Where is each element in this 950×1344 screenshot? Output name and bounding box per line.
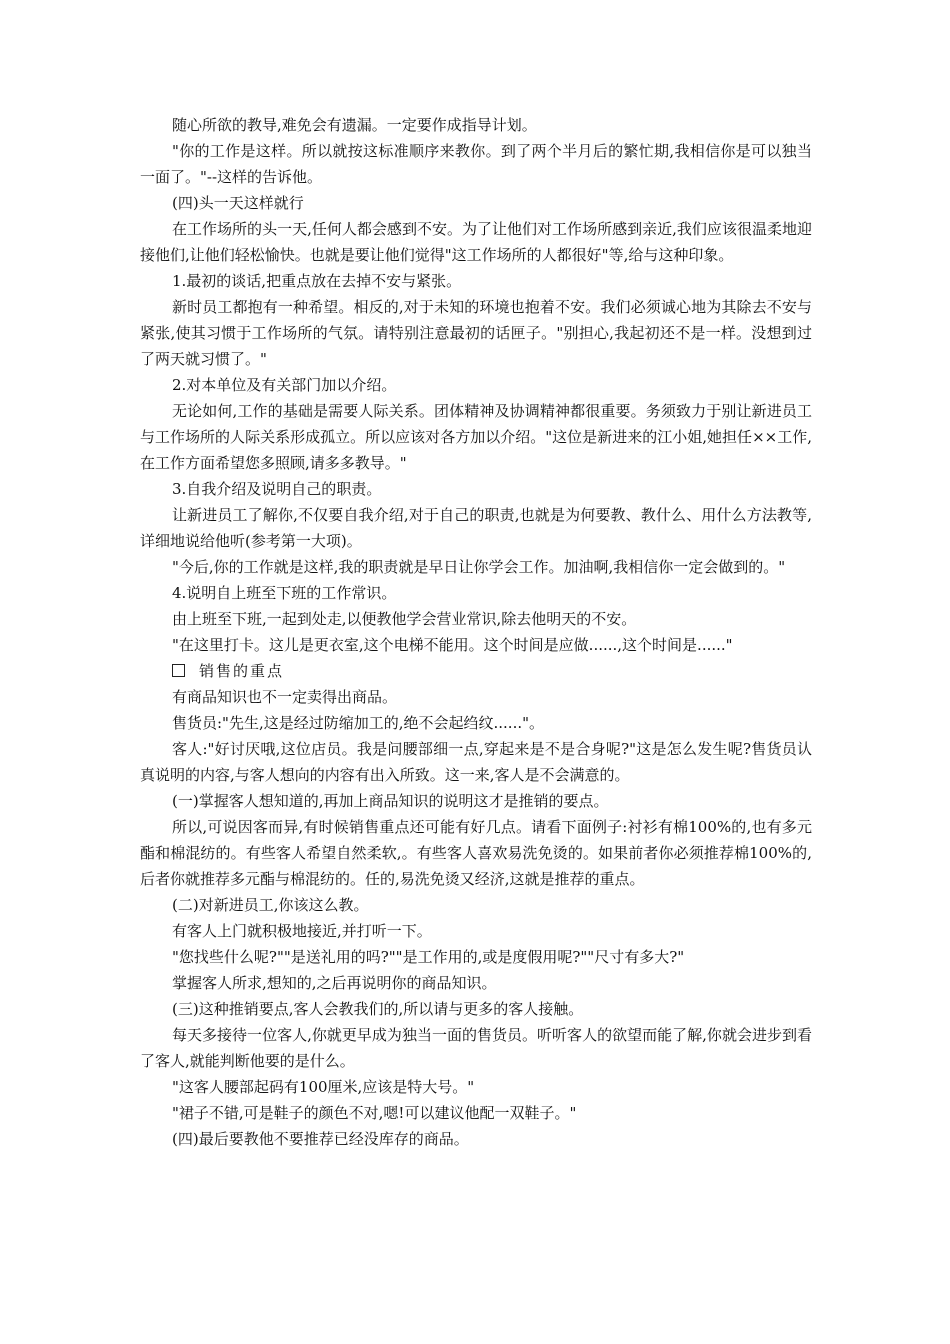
paragraph: "你的工作是这样。所以就按这标准顺序来教你。到了两个半月后的繁忙期,我相信你是可以独当一面了。"--这样的告诉他。 <box>140 142 812 186</box>
checkbox-square-icon <box>172 664 185 677</box>
paragraph: 无论如何,工作的基础是需要人际关系。团体精神及协调精神都很重要。务须致力于别让新进员工与工作场所的人际关系形成孤立。所以应该对各方加以介绍。"这位是新进来的江小姐,她担任××工作,在工作方面希望您多照顾,请多多教导。" <box>140 402 812 472</box>
paragraph: "在这里打卡。这儿是更衣室,这个电梯不能用。这个时间是应做......,这个时间是......" <box>172 636 733 654</box>
paragraph: 让新进员工了解你,不仅要自我介绍,对于自己的职责,也就是为何要教、教什么、用什么方法教等,详细地说给他听(参考第一大项)。 <box>140 506 812 550</box>
section-heading-text: 销售的重点 <box>199 662 285 680</box>
paragraph: "今后,你的工作就是这样,我的职责就是早日让你学会工作。加油啊,我相信你一定会做到的。" <box>172 558 786 576</box>
paragraph: 每天多接待一位客人,你就更早成为独当一面的售货员。听听客人的欲望而能了解,你就会进步到看了客人,就能判断他要的是什么。 <box>140 1026 812 1070</box>
paragraph: 新时员工都抱有一种希望。相反的,对于未知的环境也抱着不安。我们必须诚心地为其除去不安与紧张,使其习惯于工作场所的气氛。请特别注意最初的话匣子。"别担心,我起初还不是一样。没想到过了两天就习惯了。" <box>140 298 812 368</box>
paragraph: "裙子不错,可是鞋子的颜色不对,嗯!可以建议他配一双鞋子。" <box>172 1104 577 1122</box>
subheading: (四)头一天这样就行 <box>172 194 304 212</box>
subheading: (一)掌握客人想知道的,再加上商品知识的说明这才是推销的要点。 <box>172 792 609 810</box>
paragraph: 随心所欲的教导,难免会有遗漏。一定要作成指导计划。 <box>172 116 537 134</box>
section-heading <box>140 658 812 684</box>
subheading: (三)这种推销要点,客人会教我们的,所以请与更多的客人接触。 <box>172 1000 584 1018</box>
list-item: 2.对本单位及有关部门加以介绍。 <box>172 376 397 394</box>
paragraph: 掌握客人所求,想知的,之后再说明你的商品知识。 <box>172 974 497 992</box>
paragraph: 有客人上门就积极地接近,并打听一下。 <box>172 922 432 940</box>
document-page <box>140 112 812 1152</box>
paragraph: 在工作场所的头一天,任何人都会感到不安。为了让他们对工作场所感到亲近,我们应该很温柔地迎接他们,让他们轻松愉快。也就是要让他们觉得"这工作场所的人都很好"等,给与这种印象。 <box>140 220 812 264</box>
list-item: 3.自我介绍及说明自己的职责。 <box>172 480 382 498</box>
paragraph: 售货员:"先生,这是经过防缩加工的,绝不会起绉纹......"。 <box>172 714 544 732</box>
paragraph: 所以,可说因客而异,有时候销售重点还可能有好几点。请看下面例子:衬衫有棉100%的,也有多元酯和棉混纺的。有些客人希望自然柔软,。有些客人喜欢易洗免烫的。如果前者你必须推荐棉100%的,后者你就推荐多元酯与棉混纺的。任的,易洗免烫又经济,这就是推荐的重点。 <box>140 818 812 888</box>
subheading: (二)对新进员工,你该这么教。 <box>172 896 369 914</box>
list-item: 1.最初的谈话,把重点放在去掉不安与紧张。 <box>172 272 462 290</box>
paragraph: 由上班至下班,一起到处走,以便教他学会营业常识,除去他明天的不安。 <box>172 610 637 628</box>
paragraph: "这客人腰部起码有100厘米,应该是特大号。" <box>172 1078 475 1096</box>
list-item: 4.说明自上班至下班的工作常识。 <box>172 584 397 602</box>
paragraph: "您找些什么呢?""是送礼用的吗?""是工作用的,或是度假用呢?""尺寸有多大?" <box>172 948 685 966</box>
paragraph: 客人:"好讨厌哦,这位店员。我是问腰部细一点,穿起来是不是合身呢?"这是怎么发生呢?售货员认真说明的内容,与客人想向的内容有出入所致。这一来,客人是不会满意的。 <box>140 740 812 784</box>
paragraph: 有商品知识也不一定卖得出商品。 <box>172 688 398 706</box>
subheading: (四)最后要教他不要推荐已经没库存的商品。 <box>172 1130 469 1148</box>
